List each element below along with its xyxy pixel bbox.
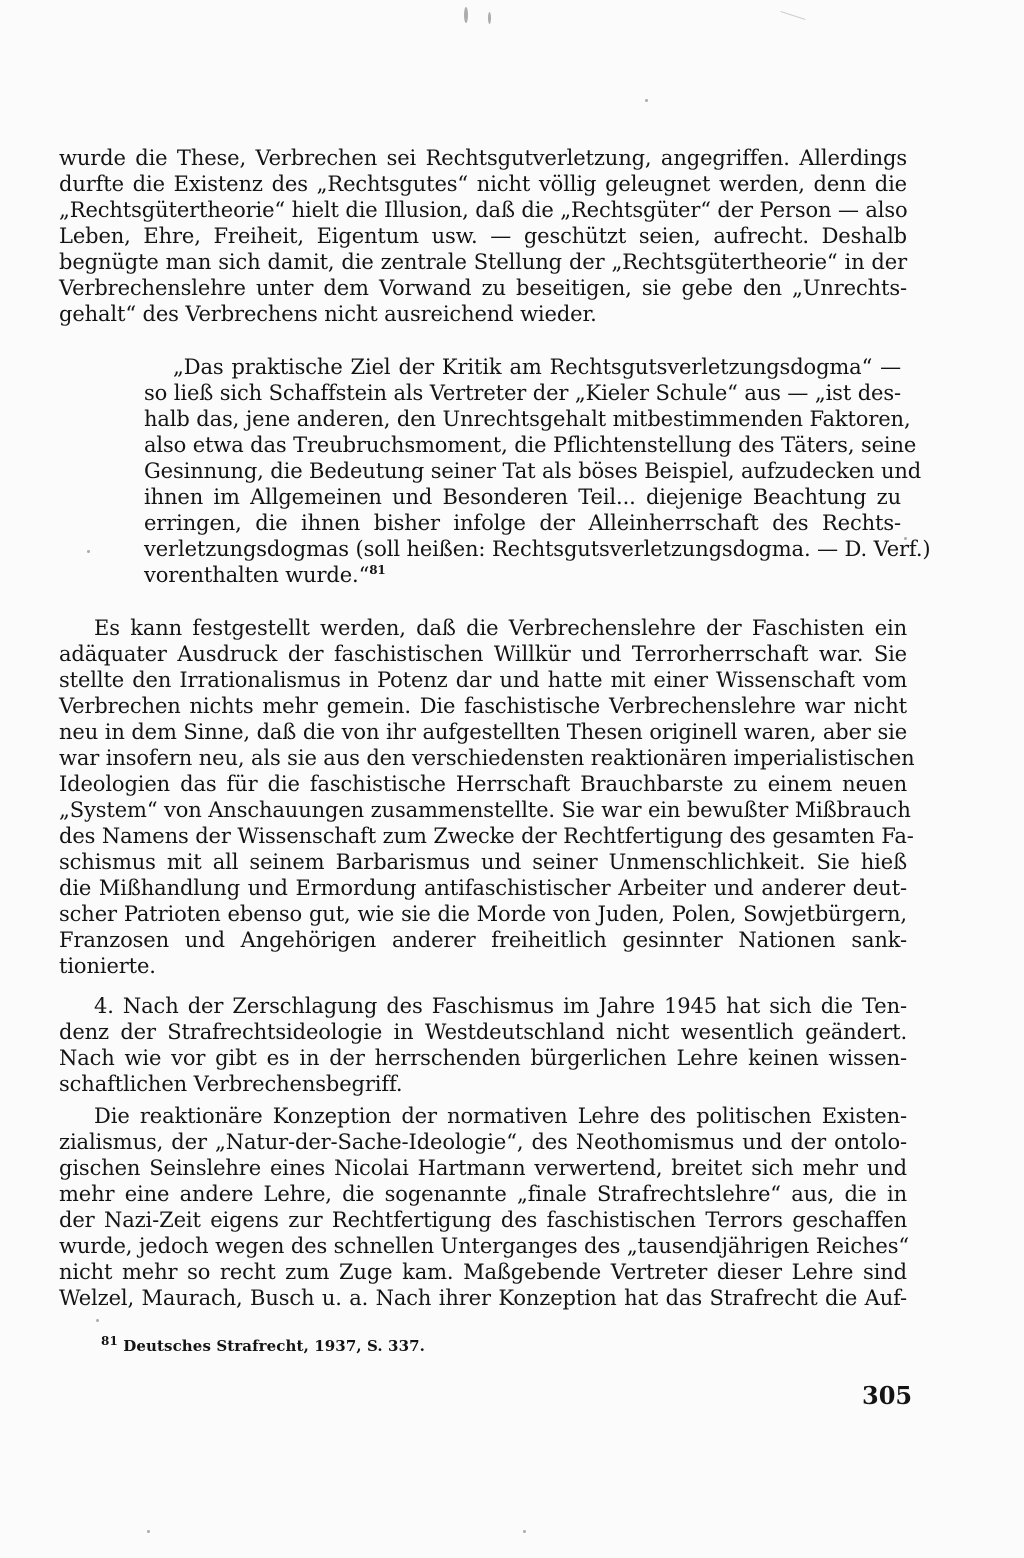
paragraph-2-line-2: adäquater Ausdruck der faschistischen Willkür und Terrorherrschaft war. Sie <box>59 642 907 666</box>
quote-line-9 <box>144 562 901 588</box>
quote-line-5: Gesinnung, die Bedeutung seiner Tat als böses Beispiel, aufzudecken und <box>144 459 922 483</box>
quote-line-3: halb das, jene anderen, den Unrechtsgehalt mitbestimmenden Faktoren, <box>144 407 911 431</box>
quote-line-2: so ließ sich Schaffstein als Vertreter der „Kieler Schule“ aus — „ist des- <box>144 381 901 405</box>
paragraph-1-line-1: wurde die These, Verbrechen sei Rechtsgutverletzung, angegriffen. Allerdings <box>59 146 907 170</box>
paragraph-2-line-14: tionierte. <box>59 954 156 978</box>
paragraph-4-line-1: Die reaktionäre Konzeption der normativen Lehre des politischen Existen- <box>94 1104 907 1128</box>
quote-line-7: erringen, die ihnen bisher infolge der Alleinherrschaft des Rechts- <box>144 511 901 535</box>
paragraph-1-line-5: begnügte man sich damit, die zentrale Stellung der „Rechtsgütertheorie“ in der <box>59 250 907 274</box>
paragraph-2-line-1: Es kann festgestellt werden, daß die Verbrechenslehre der Faschisten ein <box>94 616 907 640</box>
paragraph-4-line-6: wurde, jedoch wegen des schnellen Unterganges des „tausendjährigen Reiches“ <box>59 1234 909 1258</box>
page-number: 305 <box>862 1381 913 1410</box>
paragraph-2-line-10: schismus mit all seinem Barbarismus und seiner Unmenschlichkeit. Sie hieß <box>59 850 907 874</box>
scan-speck <box>147 1530 150 1533</box>
paragraph-3-line-2: denz der Strafrechtsideologie in Westdeutschland nicht wesentlich geändert. <box>59 1020 907 1044</box>
paragraph-1-line-4: Leben, Ehre, Freiheit, Eigentum usw. — geschützt seien, aufrecht. Deshalb <box>59 224 907 248</box>
scan-speck <box>96 1319 99 1322</box>
footnote <box>101 1334 425 1355</box>
paragraph-3-line-3: Nach wie vor gibt es in der herrschenden bürgerlichen Lehre keinen wissen- <box>59 1046 907 1070</box>
paragraph-2-line-11: die Mißhandlung und Ermordung antifaschistischer Arbeiter und anderer deut- <box>59 876 907 900</box>
paragraph-2-line-8: „System“ von Anschauungen zusammenstellte. Sie war ein bewußter Mißbrauch <box>59 798 911 822</box>
scan-speck <box>488 12 491 24</box>
paragraph-2-line-4: Verbrechen nichts mehr gemein. Die faschistische Verbrechenslehre war nicht <box>59 694 907 718</box>
paragraph-3-line-1: 4. Nach der Zerschlagung des Faschismus im Jahre 1945 hat sich die Ten- <box>94 994 907 1018</box>
paragraph-2-line-3: stellte den Irrationalismus in Potenz dar und hatte mit einer Wissenschaft vom <box>59 668 907 692</box>
quote-line-4: also etwa das Treubruchsmoment, die Pflichtenstellung des Täters, seine <box>144 433 917 457</box>
footnote-text: Deutsches Strafrecht, 1937, S. 337. <box>123 1337 425 1355</box>
paragraph-4-line-5: der Nazi-Zeit eigens zur Rechtfertigung des faschistischen Terrors geschaffen <box>59 1208 907 1232</box>
quote-line-1: „Das praktische Ziel der Kritik am Rechtsgutsverletzungsdogma“ — <box>173 355 901 379</box>
quote-footnote-reference: 81 <box>369 563 386 577</box>
paragraph-1-line-3: „Rechtsgütertheorie“ hielt die Illusion, daß die „Rechtsgüter“ der Person — also <box>59 198 908 222</box>
paragraph-2-line-12: scher Patrioten ebenso gut, wie sie die Morde von Juden, Polen, Sowjetbürgern, <box>59 902 907 926</box>
scan-speck <box>523 1530 526 1533</box>
paragraph-2-line-13: Franzosen und Angehörigen anderer freiheitlich gesinnter Nationen sank- <box>59 928 907 952</box>
quote-final-text: vorenthalten wurde.“ <box>144 563 370 587</box>
footnote-marker: 81 <box>101 1334 118 1348</box>
paragraph-4-line-7: nicht mehr so recht zum Zuge kam. Maßgebende Vertreter dieser Lehre sind <box>59 1260 907 1284</box>
paragraph-2-line-6: war insofern neu, als sie aus den verschiedensten reaktionären imperialistischen <box>59 746 915 770</box>
paragraph-3-line-4: schaftlichen Verbrechensbegriff. <box>59 1072 403 1096</box>
quote-line-8: verletzungsdogmas (soll heißen: Rechtsgutsverletzungsdogma. — D. Verf.) <box>144 537 931 561</box>
scan-speck <box>464 7 468 23</box>
scan-mark <box>780 11 805 20</box>
paragraph-1-line-2: durfte die Existenz des „Rechtsgutes“ nicht völlig geleugnet werden, denn die <box>59 172 907 196</box>
paragraph-1-line-7: gehalt“ des Verbrechens nicht ausreichend wieder. <box>59 302 597 326</box>
scan-speck <box>645 99 648 102</box>
paragraph-4-line-4: mehr eine andere Lehre, die sogenannte „finale Strafrechtslehre“ aus, die in <box>59 1182 907 1206</box>
paragraph-4-line-3: gischen Seinslehre eines Nicolai Hartmann verwertend, breitet sich mehr und <box>59 1156 907 1180</box>
paragraph-2-line-9: des Namens der Wissenschaft zum Zwecke der Rechtfertigung des gesamten Fa- <box>59 824 914 848</box>
paragraph-2-line-5: neu in dem Sinne, daß die von ihr aufgestellten Thesen originell waren, aber sie <box>59 720 907 744</box>
paragraph-2-line-7: Ideologien das für die faschistische Herrschaft Brauchbarste zu einem neuen <box>59 772 907 796</box>
paragraph-1-line-6: Verbrechenslehre unter dem Vorwand zu beseitigen, sie gebe den „Unrechts- <box>59 276 907 300</box>
scan-speck <box>87 550 90 553</box>
paragraph-4-line-2: zialismus, der „Natur-der-Sache-Ideologie“, des Neothomismus und der ontolo- <box>59 1130 907 1154</box>
quote-line-6: ihnen im Allgemeinen und Besonderen Teil... diejenige Beachtung zu <box>144 485 901 509</box>
paragraph-4-line-8: Welzel, Maurach, Busch u. a. Nach ihrer Konzeption hat das Strafrecht die Auf- <box>59 1286 907 1310</box>
